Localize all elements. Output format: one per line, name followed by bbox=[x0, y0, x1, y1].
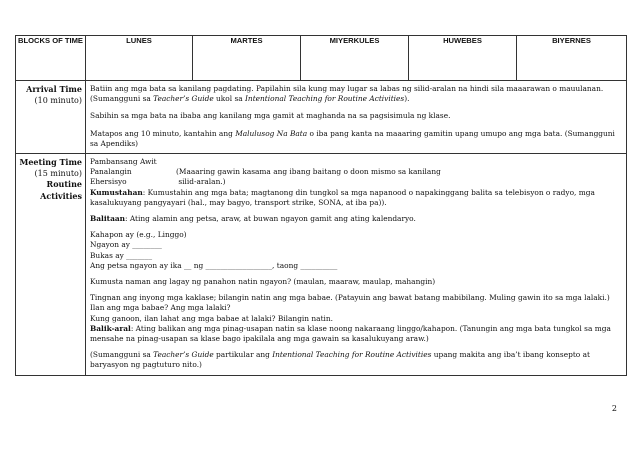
arrival-time-duration: (10 minuto) bbox=[34, 95, 82, 105]
arrival-time-content bbox=[86, 81, 627, 154]
arrival-paragraph-1: Batiin ang mga bata sa kanilang pagdating. Papilahin sila kung may lugar sa labas ng silid-aralan na hindi sila maaarawan o mauulanan. (Sumangguni sa Teacher’s Guide ukol sa Intentional Teaching for Routine Activities). bbox=[90, 84, 604, 104]
header-day-martes: MARTES bbox=[193, 36, 301, 81]
page-number: 2 bbox=[611, 404, 617, 413]
petsa-line: Ang petsa ngayon ay ika __ ng __________________, taong __________ bbox=[90, 260, 338, 270]
meeting-time-row bbox=[16, 154, 627, 376]
header-row bbox=[16, 36, 627, 81]
panahon-line: Kumusta naman ang lagay ng panahon natin ngayon? (maulan, maaraw, maulap, mahangin) bbox=[90, 277, 436, 287]
arrival-time-label: Arrival Time bbox=[26, 84, 82, 94]
prayer-line: Panalangin (Maaaring gawin kasama ang ibang baitang o doon mismo sa kanilang bbox=[90, 167, 441, 177]
lesson-plan-table bbox=[15, 35, 627, 376]
header-day-biyernes: BIYERNES bbox=[517, 36, 627, 81]
kung-line: Kung ganoon, ilan lahat ang mga babae at lalaki? Bilangin natin. bbox=[90, 313, 334, 323]
ngayon-line: Ngayon ay ________ bbox=[90, 240, 162, 250]
meeting-time-label-cell bbox=[16, 154, 86, 376]
meeting-time-duration: (15 minuto) bbox=[34, 168, 82, 178]
header-blocks-of-time: BLOCKS OF TIME bbox=[16, 36, 86, 81]
tingnan-paragraph: Tingnan ang inyong mga kaklase; bilangin natin ang mga babae. (Patayuin ang bawat batang mabibilang. Muling gawin ito sa mga lalaki.) Ilan ang mga babae? Ang mga lalaki? bbox=[90, 293, 610, 313]
arrival-paragraph-3: Matapos ang 10 minuto, kantahin ang Malulusog Na Bata o iba pang kanta na maaaring gamitin upang umupo ang mga bata. (Sumangguni sa Apendiks) bbox=[90, 128, 615, 148]
sumangguni-paragraph: (Sumangguni sa Teacher’s Guide partikular ang Intentional Teaching for Routine Activities upang makita ang iba’t ibang konsepto at baryasyon ng pagtuturo nito.) bbox=[90, 350, 590, 370]
meeting-time-content bbox=[86, 154, 627, 376]
kumustahan-paragraph: Kumustahan: Kumustahin ang mga bata; magtanong din tungkol sa mga napanood o napakinggang balita sa telebisyon o radyo, mga kasalukuyang pangyayari (hal., may bagyo, transport strike, SONA, at iba pa)). bbox=[90, 187, 595, 207]
arrival-paragraph-2: Sabihin sa mga bata na ibaba ang kanilang mga gamit at maghanda na sa pagsisimula ng klase. bbox=[90, 111, 451, 121]
balitaan-paragraph: Balitaan: Ating alamin ang petsa, araw, at buwan ngayon gamit ang ating kalendaryo. bbox=[90, 214, 416, 224]
header-day-lunes: LUNES bbox=[86, 36, 193, 81]
arrival-time-label-cell bbox=[16, 81, 86, 154]
activities-label: Activities bbox=[40, 190, 82, 201]
anthem-line: Pambansang Awit bbox=[90, 157, 157, 167]
meeting-time-label: Meeting Time bbox=[19, 157, 82, 168]
bukas-line: Bukas ay _______ bbox=[90, 250, 153, 260]
header-day-huwebes: HUWEBES bbox=[409, 36, 517, 81]
balik-aral-paragraph: Balik-aral: Ating balikan ang mga pinag-usapan natin sa klase noong nakaraang linggo/kahapon. (Tanungin ang mga bata tungkol sa mga mensahe na pinag-usapan sa klase bago ipakilala ang mga gawain sa kasalukuyang araw.) bbox=[90, 323, 611, 344]
kahapon-line: Kahapon ay (e.g., Linggo) bbox=[90, 230, 187, 240]
arrival-time-row bbox=[16, 81, 627, 154]
exercise-line: Ehersisyo silid-aralan.) bbox=[90, 177, 226, 187]
routine-label: Routine bbox=[46, 179, 82, 190]
header-day-miyerkules: MIYERKULES bbox=[301, 36, 409, 81]
